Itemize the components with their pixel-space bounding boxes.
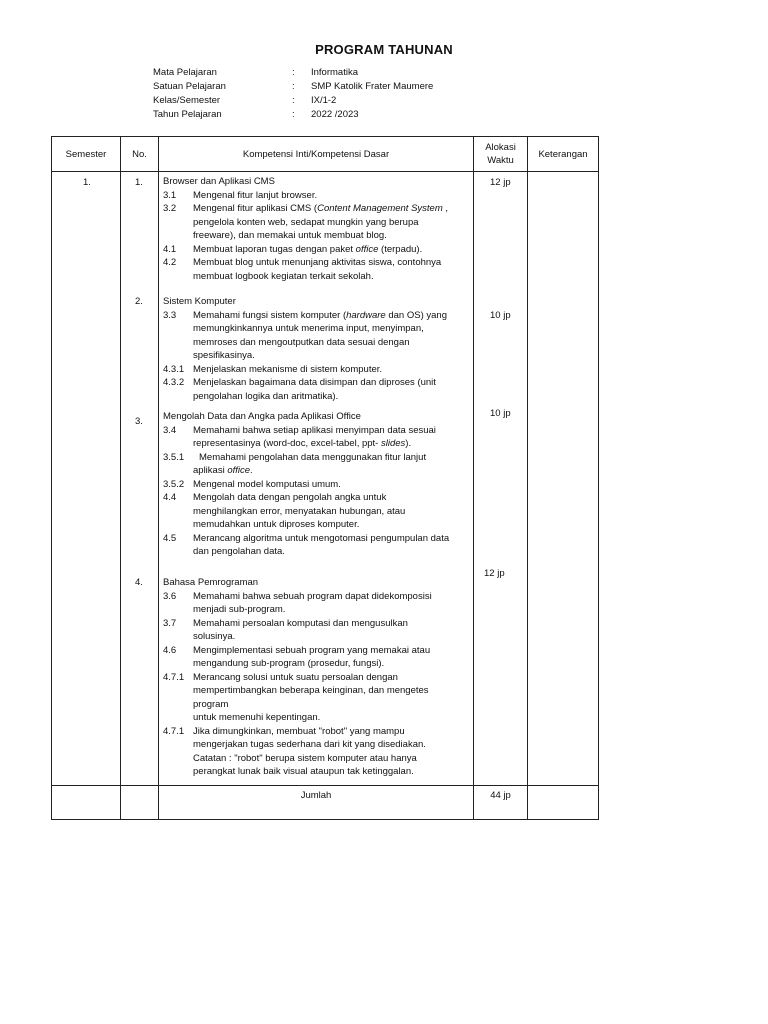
meta-value: Informatika bbox=[311, 67, 358, 78]
section-mengolah-data bbox=[159, 410, 467, 559]
section-title: Mengolah Data dan Angka pada Aplikasi Office bbox=[163, 411, 361, 423]
table-row-total bbox=[52, 785, 599, 819]
kd-line: Memahami pengolahan data menggunakan fitur lanjut bbox=[199, 451, 427, 463]
kd-code: 4.2 bbox=[163, 257, 177, 269]
kd-text bbox=[193, 725, 467, 779]
meta-label: Kelas/Semester bbox=[153, 95, 221, 106]
kd-line: program bbox=[193, 698, 229, 710]
section-no: 2. bbox=[135, 296, 143, 308]
kd-item bbox=[159, 424, 467, 451]
kd-line: pengolahan logika dan aritmatika). bbox=[193, 390, 339, 402]
meta-row-kelas-semester bbox=[153, 94, 433, 108]
kd-item bbox=[159, 256, 467, 283]
kd-text bbox=[193, 202, 467, 243]
kd-line: Mengolah data dengan pengolah angka untuk bbox=[193, 492, 387, 504]
section-title: Bahasa Pemrograman bbox=[163, 577, 259, 589]
alokasi-value: 12 jp bbox=[490, 177, 511, 189]
kd-code: 3.3 bbox=[163, 309, 177, 321]
kd-line: Memahami persoalan komputasi dan mengusulkan bbox=[193, 617, 408, 629]
meta-label: Mata Pelajaran bbox=[153, 67, 217, 78]
section-bahasa-pemrograman bbox=[159, 576, 467, 779]
meta-row-tahun-pelajaran bbox=[153, 108, 433, 122]
meta-row-satuan-pelajaran bbox=[153, 80, 433, 94]
kd-text bbox=[193, 590, 467, 617]
alokasi-value: 10 jp bbox=[490, 310, 511, 322]
kd-item bbox=[159, 617, 467, 644]
document-title: PROGRAM TAHUNAN bbox=[315, 42, 453, 57]
header-kompetensi: Kompetensi Inti/Kompetensi Dasar bbox=[159, 137, 474, 172]
kd-line: untuk memenuhi kepentingan. bbox=[193, 712, 321, 724]
kd-item bbox=[159, 644, 467, 671]
document-meta bbox=[153, 66, 433, 122]
section-title: Sistem Komputer bbox=[163, 296, 236, 308]
kd-line: Jika dimungkinkan, membuat "robot" yang mampu bbox=[193, 725, 405, 737]
kd-line: Menjelaskan bagaimana data disimpan dan diproses (unit bbox=[193, 377, 436, 389]
keterangan-cell bbox=[528, 172, 599, 786]
header-semester: Semester bbox=[52, 137, 121, 172]
kd-code: 4.7.1 bbox=[163, 671, 185, 683]
kd-line: Merancang solusi untuk suatu persoalan dengan bbox=[193, 671, 398, 683]
meta-label: Tahun Pelajaran bbox=[153, 109, 222, 120]
kd-text bbox=[193, 617, 467, 644]
kd-line: Mengenal fitur lanjut browser. bbox=[193, 189, 318, 201]
kd-line: menghilangkan error, menyatakan hubungan, atau bbox=[193, 505, 406, 517]
kompetensi-cell bbox=[159, 172, 474, 786]
kd-code: 3.2 bbox=[163, 203, 177, 215]
kd-item bbox=[159, 243, 467, 257]
kd-text bbox=[193, 478, 467, 492]
total-value: 44 jp bbox=[474, 785, 528, 819]
kd-item bbox=[159, 671, 467, 725]
kd-line: aplikasi office. bbox=[193, 465, 253, 477]
meta-colon: : bbox=[292, 95, 295, 106]
meta-value: 2022 /2023 bbox=[311, 109, 359, 120]
kd-line: spesifikasinya. bbox=[193, 350, 255, 362]
section-browser-cms bbox=[159, 175, 467, 283]
kd-line: memudahkan untuk diproses komputer. bbox=[193, 519, 360, 531]
kd-line: memroses dan mengoutputkan data sesuai dengan bbox=[193, 336, 410, 348]
meta-value: IX/1-2 bbox=[311, 95, 337, 106]
kd-text bbox=[193, 309, 467, 363]
kd-item bbox=[159, 725, 467, 779]
kd-line: dan pengolahan data. bbox=[193, 546, 285, 558]
kd-item bbox=[159, 189, 467, 203]
kd-line: menjadi sub-program. bbox=[193, 604, 286, 616]
section-no: 4. bbox=[135, 577, 143, 589]
kd-item bbox=[159, 532, 467, 559]
kd-code: 4.3.1 bbox=[163, 363, 185, 375]
kd-code: 4.3.2 bbox=[163, 377, 185, 389]
kd-line: memungkinkannya untuk menerima input, menyimpan, bbox=[193, 323, 424, 335]
header-alokasi-line-2: Waktu bbox=[487, 155, 514, 167]
meta-colon: : bbox=[292, 67, 295, 78]
kd-code: 3.4 bbox=[163, 424, 177, 436]
kd-line: representasinya (word-doc, excel-tabel, ppt- slides). bbox=[193, 438, 412, 450]
kd-text bbox=[193, 491, 467, 532]
kd-item bbox=[159, 363, 467, 377]
kd-code: 3.7 bbox=[163, 617, 177, 629]
kd-line: Merancang algoritma untuk mengotomasi pengumpulan data bbox=[193, 532, 450, 544]
total-label: Jumlah bbox=[159, 785, 474, 819]
kd-code: 3.6 bbox=[163, 590, 177, 602]
kd-text bbox=[193, 256, 467, 283]
kd-code: 3.5.2 bbox=[163, 478, 185, 490]
kd-line: Mengenal model komputasi umum. bbox=[193, 478, 341, 490]
meta-colon: : bbox=[292, 109, 295, 120]
kd-code: 3.1 bbox=[163, 189, 177, 201]
kd-line: Memahami fungsi sistem komputer (hardware dan OS) yang bbox=[193, 309, 447, 321]
kd-code: 4.5 bbox=[163, 532, 177, 544]
alokasi-value: 10 jp bbox=[490, 408, 511, 420]
kd-item bbox=[159, 590, 467, 617]
table-header-row bbox=[52, 137, 599, 172]
section-title: Browser dan Aplikasi CMS bbox=[163, 176, 275, 188]
kd-line: membuat logbook kegiatan terkait sekolah. bbox=[193, 270, 374, 282]
meta-label: Satuan Pelajaran bbox=[153, 81, 226, 92]
alokasi-value: 12 jp bbox=[484, 568, 505, 580]
kd-code: 4.4 bbox=[163, 492, 177, 504]
kd-text bbox=[193, 671, 467, 725]
meta-value: SMP Katolik Frater Maumere bbox=[311, 81, 434, 92]
kd-code: 4.1 bbox=[163, 243, 177, 255]
kd-line: Membuat laporan tugas dengan paket office (terpadu). bbox=[193, 243, 423, 255]
kd-code: 4.6 bbox=[163, 644, 177, 656]
kd-text bbox=[193, 644, 467, 671]
header-alokasi-line-1: Alokasi bbox=[485, 142, 516, 154]
kd-line: Menjelaskan mekanisme di sistem komputer. bbox=[193, 363, 383, 375]
section-no: 3. bbox=[135, 416, 143, 428]
section-sistem-komputer bbox=[159, 295, 467, 403]
kd-text bbox=[193, 363, 467, 377]
kd-line: Catatan : "robot" berupa sistem komputer atau hanya bbox=[193, 752, 417, 764]
kd-item bbox=[159, 309, 467, 363]
kd-text bbox=[193, 243, 467, 257]
kd-line: Memahami bahwa sebuah program dapat didekomposisi bbox=[193, 590, 432, 602]
kd-line: mengandung sub-program (prosedur, fungsi). bbox=[193, 658, 385, 670]
kd-code: 4.7.1 bbox=[163, 725, 185, 737]
kd-item bbox=[159, 376, 467, 403]
kd-line: freeware), dan memakai untuk membuat blog. bbox=[193, 230, 387, 242]
kd-line: pengelola konten web, sedapat mungkin yang berupa bbox=[193, 216, 419, 228]
kd-text bbox=[193, 424, 467, 451]
kd-line: mengerjakan tugas sederhana dari kit yang disediakan. bbox=[193, 739, 426, 751]
semester-value: 1. bbox=[83, 177, 91, 189]
kd-line: Membuat blog untuk menunjang aktivitas siswa, contohnya bbox=[193, 257, 442, 269]
meta-row-mata-pelajaran bbox=[153, 66, 433, 80]
kd-line: Mengenal fitur aplikasi CMS (Content Management System , bbox=[193, 203, 449, 215]
kd-item bbox=[159, 202, 467, 243]
kd-line: Mengimplementasi sebuah program yang memakai atau bbox=[193, 644, 431, 656]
kd-line: Memahami bahwa setiap aplikasi menyimpan data sesuai bbox=[193, 424, 436, 436]
table-row-semester-1 bbox=[52, 172, 599, 786]
section-no: 1. bbox=[135, 177, 143, 189]
kd-line: mempertimbangkan beberapa keinginan, dan mengetes bbox=[193, 685, 429, 697]
alokasi-cell bbox=[474, 172, 528, 786]
program-table bbox=[51, 136, 599, 820]
kd-code: 3.5.1 bbox=[163, 451, 185, 463]
total-keterangan-cell bbox=[528, 785, 599, 819]
kd-text bbox=[193, 189, 467, 203]
semester-cell bbox=[52, 172, 121, 786]
total-no-cell bbox=[121, 785, 159, 819]
header-no: No. bbox=[121, 137, 159, 172]
kd-text bbox=[193, 532, 467, 559]
kd-item bbox=[159, 451, 467, 478]
total-semester-cell bbox=[52, 785, 121, 819]
kd-text bbox=[193, 376, 467, 403]
header-alokasi-waktu bbox=[474, 137, 528, 172]
header-keterangan: Keterangan bbox=[528, 137, 599, 172]
kd-item bbox=[159, 491, 467, 532]
kd-text bbox=[193, 451, 467, 478]
meta-colon: : bbox=[292, 81, 295, 92]
kd-line: solusinya. bbox=[193, 631, 236, 643]
kd-item bbox=[159, 478, 467, 492]
kd-line: perangkat lunak baik visual ataupun tak ketinggalan. bbox=[193, 766, 414, 778]
no-cell bbox=[121, 172, 159, 786]
